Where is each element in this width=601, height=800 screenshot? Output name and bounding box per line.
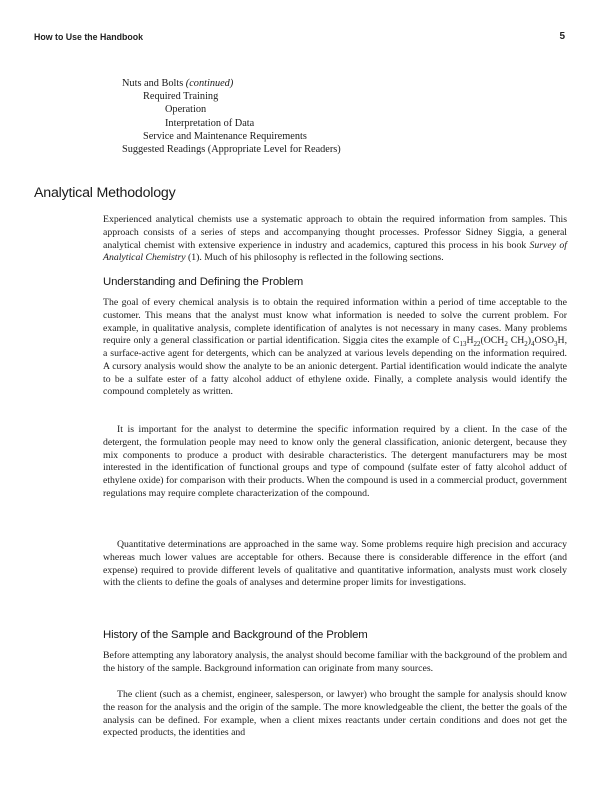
chemical-formula: $C_{13}H_{22}(OCH_2$ $CH_2)_4OSO_3H$: [452, 335, 565, 349]
running-header: [34, 32, 565, 46]
subsection-heading: History of the Sample and Background of the Problem: [103, 629, 368, 641]
outline-item: Service and Maintenance Requirements: [143, 130, 307, 142]
body-paragraph: Quantitative determinations are approached in the same way. Some problems require high precision and accuracy whereas much lower values are acceptable for others. Because there is considerable difference in the effort (and expense) required to provide different levels of qualitative and quantitative information, analysts must work closely with the clients to define the goals of analyses and determine proper limits for investigations.: [103, 539, 567, 589]
section-intro-paragraph: Experienced analytical chemists use a systematic approach to obtain the required information from samples. This approach consists of a series of steps and accompanying thought processes. Professor Sidney Siggia, a general analytical chemist with extensive experience in industry and academics, captured this process in his book Survey of Analytical Chemistry (1). Much of his philosophy is reflected in the following sections.: [103, 214, 567, 264]
page-number: 5: [559, 31, 565, 42]
running-title: How to Use the Handbook: [34, 32, 143, 42]
outline-item: Required Training: [143, 91, 219, 103]
subsection-heading: Understanding and Defining the Problem: [103, 276, 304, 288]
outline-item: Interpretation of Data: [165, 117, 255, 129]
outline-continued: (continued): [185, 78, 234, 89]
body-paragraph: Before attempting any laboratory analysis, the analyst should become familiar with the background of the problem and the history of the sample. Background information can originate from many sources.: [103, 650, 567, 674]
book-title: Survey of Analytical Chemistry: [103, 239, 567, 264]
outline-title: Nuts and Bolts: [122, 78, 184, 89]
outline-item: Suggested Readings (Appropriate Level for Readers): [122, 144, 341, 156]
chapter-outline: [122, 77, 341, 156]
outline-item: Operation: [165, 104, 207, 116]
body-paragraph: The goal of every chemical analysis is to obtain the required information within a period of time acceptable to the customer. This means that the analyst must know what information is needed to solve the current problem. For example, in qualitative analysis, complete identification of analytes is not necessary in many cases. Many problems require only a general classification or partial identification. Siggia cites the example of $C_{13}H_{22}(OCH_2$ $CH_2)_4OSO_3H$, a surface-active agent for detergents, which can be analyzed at various levels depending on the information required. A cursory analysis would show the analyte to be an anionic detergent. Partial identification would indicate the analyte to be a sulfate ester of a fatty alcohol adduct of ethylene oxide. Finally, a complete analysis would identify the compound completely as written.: [103, 297, 568, 398]
outline-heading: [122, 77, 341, 90]
section-heading: Analytical Methodology: [34, 185, 176, 201]
body-paragraph: It is important for the analyst to determine the specific information required by a client. In the case of the detergent, the formulation people may need to know only the general classification, anionic detergent, because they mix components to produce a product with desirable characteristics. The detergent manufacturers may be most interested in the identification of functional groups and type of compound (sulfate ester of fatty alcohol adduct of ethylene oxide) for comparison with their products. When the compound is used in a commercial product, government regulations may require complete characterization of the compound.: [103, 424, 567, 499]
body-paragraph: The client (such as a chemist, engineer, salesperson, or lawyer) who brought the sample for analysis should know the reason for the analysis and the origin of the sample. The more knowledgeable the client, the better the goals of the analysis can be defined. For example, when a client mixes reactants under certain conditions and does not get the expected products, the identities and: [103, 689, 567, 739]
